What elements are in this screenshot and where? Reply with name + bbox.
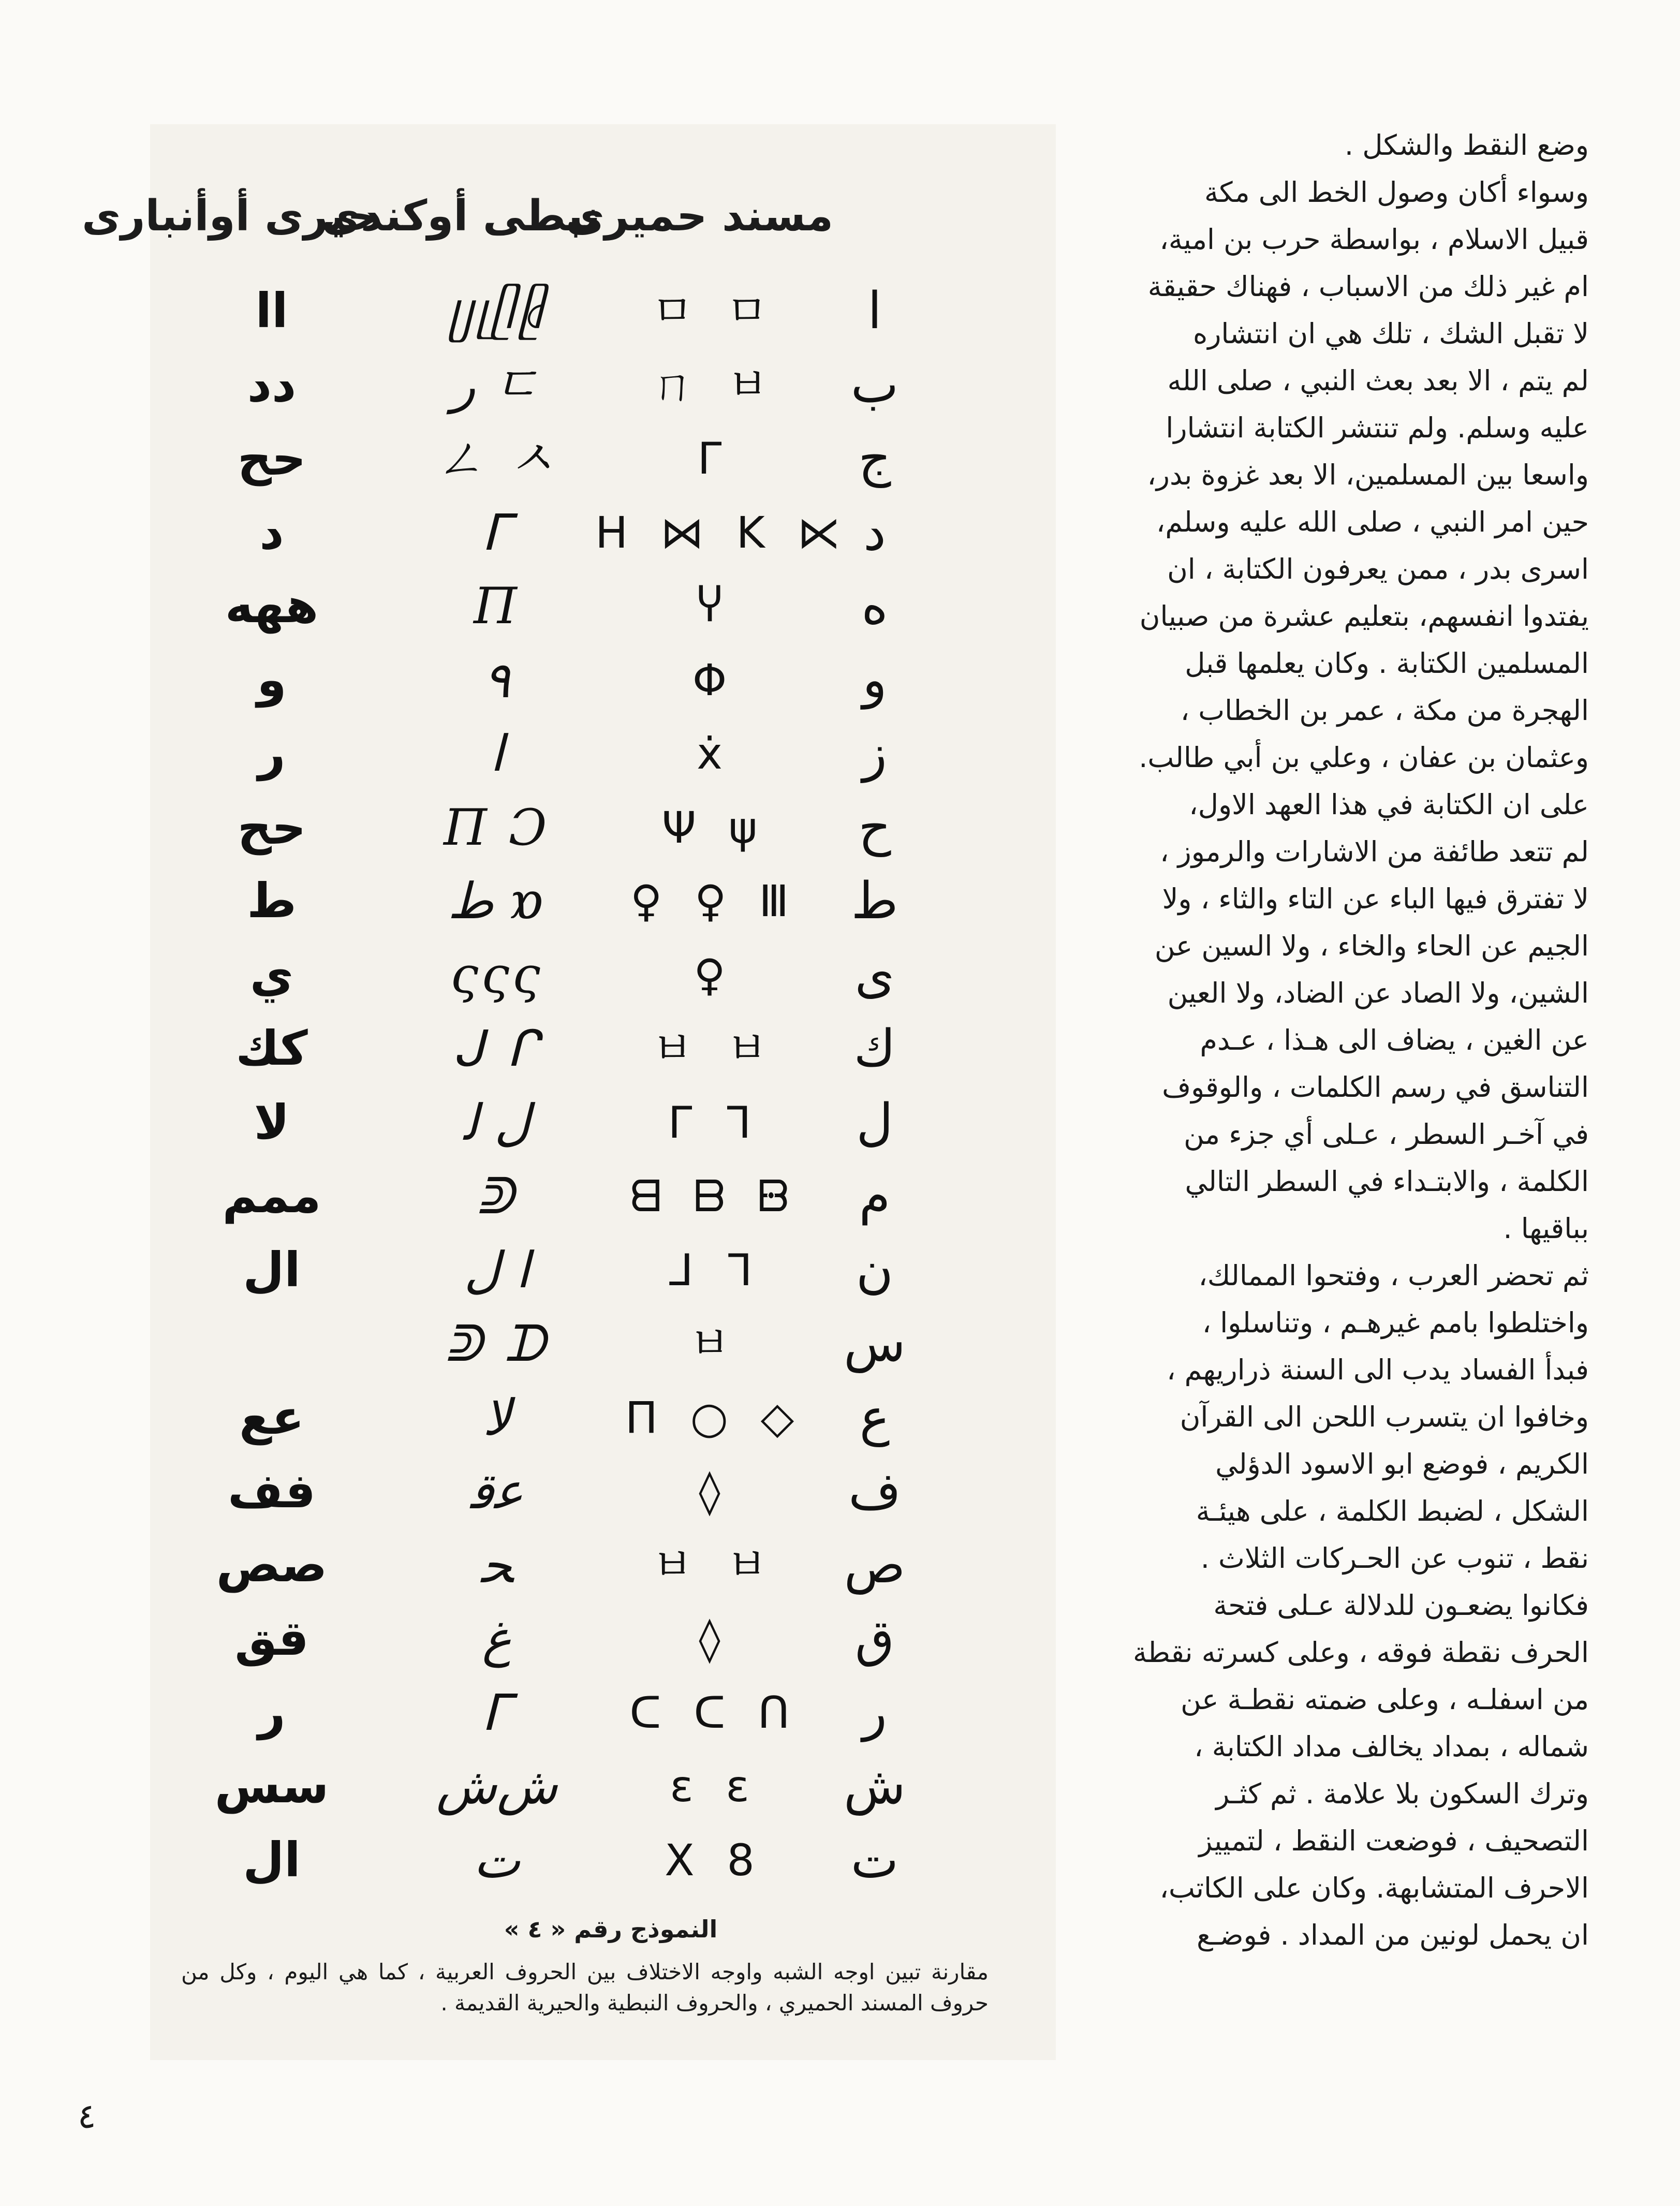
table-row — [150, 1086, 1056, 1160]
nabati-glyph: Π Ɔ — [444, 798, 550, 857]
hiri-glyph: ر — [258, 1684, 286, 1740]
arabic-letter: د — [863, 503, 886, 562]
hiri-glyph: لا — [254, 1094, 290, 1150]
nabati-glyph: Π — [474, 577, 520, 635]
body-text-line: الكلمة ، والابتـداء في السطر التالي — [1185, 1165, 1589, 1198]
hiri-glyph: سس — [214, 1758, 329, 1814]
nabati-glyph: ᕲ ᗪ — [445, 1315, 549, 1373]
body-text-line: وخافوا ان يتسرب اللحن الى القرآن — [1180, 1401, 1589, 1433]
table-row — [150, 348, 1056, 422]
table-row — [150, 1602, 1056, 1676]
hiri-glyph: و — [257, 652, 287, 708]
column-header-nabati: نبطى أوكندى — [321, 192, 600, 241]
body-text-line: وسواء أكان وصول الخط الى مكة — [1204, 176, 1589, 209]
body-text-line: نقط ، تنوب عن الحـركات الثلاث . — [1200, 1542, 1589, 1575]
arabic-letter: م — [859, 1167, 891, 1226]
body-text-line: لا تقبل الشك ، تلك هي ان انتشاره — [1193, 317, 1589, 350]
hiri-glyph: ال — [243, 1832, 301, 1888]
hiri-glyph: ال — [243, 1242, 301, 1298]
nabati-glyph: ﺵﺵ — [436, 1757, 558, 1815]
himyari-glyph: ᗺ ᗷ ᗹ — [630, 1171, 799, 1222]
nabati-glyph: ا ل — [464, 1241, 530, 1299]
arabic-letter: ش — [844, 1757, 906, 1816]
table-row — [150, 496, 1056, 570]
arabic-letter: ط — [851, 872, 898, 931]
nabati-glyph: ط ɒ — [447, 872, 547, 930]
hiri-glyph: دد — [247, 357, 297, 413]
arabic-letter: ز — [862, 724, 887, 783]
arabic-letter: ر — [862, 1683, 887, 1742]
himyari-glyph: ◊ — [699, 1613, 730, 1664]
table-row — [150, 1233, 1056, 1307]
body-text-line: يفتدوا انفسهم، بتعليم عشرة من صبيان — [1139, 600, 1589, 633]
arabic-letter: ت — [850, 1830, 899, 1890]
body-text-line: واختلطوا بامم غيرهـم ، وتناسلوا ، — [1202, 1306, 1589, 1339]
himyari-glyph: ㅂ ㅂ — [651, 1539, 777, 1591]
hiri-glyph — [160, 1307, 383, 1381]
body-text-line: وعثمان بن عفان ، وعلي بن أبي طالب. — [1139, 741, 1589, 774]
nabati-glyph: ςςς — [450, 946, 543, 1004]
arabic-letter: ق — [854, 1609, 895, 1668]
himyari-glyph: ♀ ♀ Ⅲ — [630, 876, 799, 926]
hiri-glyph: صص — [216, 1537, 328, 1593]
letter-comparison-table — [150, 274, 1056, 1897]
nabati-glyph: ﻍ — [482, 1610, 512, 1668]
table-row — [150, 1159, 1056, 1233]
table-row — [150, 1012, 1056, 1086]
himyari-glyph: ㅂ — [688, 1318, 740, 1369]
page-number: ٤ — [78, 2096, 96, 2136]
arabic-letter: ب — [850, 355, 899, 415]
body-text-line: من اسفلـه ، وعلى ضمته نقطـة عن — [1181, 1683, 1589, 1716]
table-row — [150, 643, 1056, 717]
body-text-line: في آخـر السطر ، عـلى أي جزء من — [1184, 1118, 1589, 1151]
body-text-line: واسعا بين المسلمين، الا بعد غزوة بدر، — [1147, 459, 1589, 491]
body-text-line: بباقيها . — [1503, 1212, 1589, 1245]
body-text-line: لم تتعد طائفة من الاشارات والرموز ، — [1160, 835, 1589, 868]
nabati-glyph: ﺭ ㄷ — [451, 356, 542, 414]
hiri-glyph: كك — [235, 1021, 308, 1076]
body-text-line: وترك السكون بلا علامة . ثم كثـر — [1216, 1777, 1589, 1810]
arabic-letter: ه — [861, 577, 888, 636]
hiri-glyph: ط — [247, 873, 297, 929]
arabic-letter: ح — [858, 798, 891, 857]
body-text-line: فكانوا يضعـون للدلالة عـلى فتحة — [1213, 1589, 1589, 1622]
table-row — [150, 569, 1056, 643]
body-text-line: الجيم عن الحاء والخاء ، ولا السين عن — [1154, 930, 1589, 962]
body-text-line: عليه وسلم. ولم تنتشر الكتابة انتشارا — [1166, 411, 1589, 444]
himyari-glyph: ㅁ ㅁ — [651, 286, 777, 336]
nabati-glyph: ᒥ — [481, 503, 512, 562]
body-text-line: اسرى بدر ، ممن يعرفون الكتابة ، ان — [1167, 553, 1589, 585]
himyari-glyph: ♀ — [694, 949, 735, 1001]
nabati-glyph: ﻝ ﻟ — [463, 1093, 530, 1152]
body-text-line: ام غير ذلك من الاسباب ، فهناك حقيقة — [1147, 270, 1589, 303]
arabic-letter: ج — [858, 429, 891, 488]
himyari-glyph: ㅂ ㅂ — [651, 1023, 777, 1074]
table-row — [150, 1307, 1056, 1381]
himyari-glyph: ẋ — [697, 728, 732, 779]
hiri-glyph: ممم — [222, 1168, 321, 1224]
himyari-glyph: ɛ ɛ — [670, 1761, 759, 1812]
arabic-letter: س — [844, 1314, 906, 1373]
himyari-glyph: H ⋈ K ⋉ — [595, 507, 850, 558]
nabati-glyph: ᒥ — [481, 1683, 512, 1742]
body-text-line: الاحرف المتشابهة. وكان على الكاتب، — [1159, 1872, 1589, 1904]
column-header-himyari: مسند حميرى — [565, 192, 833, 241]
arabic-letter: و — [862, 650, 887, 710]
hiri-glyph: د — [259, 504, 284, 560]
nabati-glyph: ا — [490, 725, 504, 783]
himyari-glyph: Ⴤ — [697, 581, 732, 631]
body-text-line: على ان الكتابة في هذا العهد الاول، — [1189, 788, 1589, 821]
body-text-line: لم يتم ، الا بعد بعث النبي ، صلى الله — [1167, 364, 1589, 397]
body-text-line: عن الغين ، يضاف الى هـذا ، عـدم — [1200, 1024, 1589, 1056]
column-header-hiri: حيرى أوأنبارى — [82, 192, 378, 241]
nabati-glyph: ﺕ — [473, 1831, 521, 1889]
nabati-glyph: ᕲ — [477, 1167, 517, 1225]
arabic-letter: ن — [856, 1240, 893, 1300]
hiri-glyph: عع — [239, 1389, 304, 1445]
body-text-line: الشين، ولا الصاد عن الضاد، ولا العين — [1167, 977, 1589, 1009]
body-text-line: وضع النقط والشكل . — [1344, 129, 1589, 161]
himyari-glyph: Π ○ ◇ — [625, 1392, 804, 1443]
arabic-letter: ل — [856, 1093, 893, 1152]
body-text-line: الحرف نقطة فوقه ، وعلى كسرته نقطة — [1132, 1636, 1589, 1669]
table-row — [150, 1528, 1056, 1602]
body-text-line: المسلمين الكتابة . وكان يعلمها قبل — [1185, 647, 1589, 680]
hiri-glyph: اا — [255, 283, 288, 339]
hiri-glyph: ي — [249, 947, 294, 1003]
body-text-column — [1108, 122, 1589, 1959]
himyari-glyph: ◊ — [699, 1466, 730, 1517]
body-text-line: ان يحمل لونين من المداد . فوضـع — [1197, 1919, 1589, 1951]
script-comparison-figure — [82, 124, 1056, 2060]
hiri-glyph: حح — [237, 431, 306, 486]
body-text-line: التصحيف ، فوضعت النقط ، لتمييز — [1199, 1825, 1589, 1857]
nabati-glyph: ᒍ ᒋ — [453, 1020, 541, 1078]
himyari-glyph: ᒥ — [697, 433, 731, 484]
table-row — [150, 938, 1056, 1012]
nabati-glyph: ٩ — [483, 651, 510, 709]
nabati-glyph: ㄥ ㅅ — [435, 430, 558, 488]
table-row — [150, 1823, 1056, 1898]
arabic-letter: ك — [853, 1019, 896, 1078]
himyari-glyph: Ψ ψ — [661, 802, 767, 853]
arabic-letter: ع — [859, 1388, 890, 1447]
himyari-glyph: ᑕ ᑕ ᑎ — [629, 1687, 799, 1738]
table-row — [150, 864, 1056, 938]
arabic-letter: ص — [844, 1535, 906, 1595]
hiri-glyph: ر — [258, 726, 286, 781]
himyari-glyph: ᒥ ᒣ — [668, 1097, 761, 1148]
nabati-glyph: ᥩᥨᥫᥪ — [448, 282, 546, 340]
arabic-letter: ف — [848, 1462, 901, 1521]
table-row — [150, 717, 1056, 791]
table-row — [150, 1381, 1056, 1455]
figure-title: النموذج رقم « ٤ » — [504, 1915, 718, 1943]
himyari-glyph: ᒧ ᒣ — [667, 1244, 762, 1296]
body-text-line: شماله ، بمداد يخالف مداد الكتابة ، — [1194, 1730, 1589, 1763]
body-text-line: الهجرة من مكة ، عمر بن الخطاب ، — [1180, 694, 1589, 727]
table-row — [150, 274, 1056, 348]
nabati-glyph: ﺤ — [481, 1536, 513, 1594]
himyari-glyph: ㄇ ㅂ — [651, 359, 778, 410]
hiri-glyph: فف — [228, 1463, 316, 1519]
body-text-line: قبيل الاسلام ، بواسطة حرب بن امية، — [1159, 223, 1589, 256]
hiri-glyph: قق — [234, 1611, 309, 1666]
arabic-letter: ى — [854, 945, 895, 1005]
body-text-line: ثم تحضر العرب ، وفتحوا الممالك، — [1198, 1259, 1589, 1292]
nabati-glyph: ﻻ — [482, 1388, 511, 1447]
table-row — [150, 1676, 1056, 1750]
nabati-glyph: ﻋﻗ — [470, 1462, 524, 1520]
table-row — [150, 1749, 1056, 1823]
himyari-glyph: X 8 — [665, 1834, 764, 1886]
arabic-letter: ا — [867, 282, 882, 341]
body-text-line: الكريم ، فوضع ابو الاسود الدؤلي — [1215, 1448, 1589, 1480]
body-text-line: حين امر النبي ، صلى الله عليه وسلم، — [1156, 506, 1589, 538]
body-text-line: الشكل ، لضبط الكلمة ، على هيئـة — [1196, 1495, 1589, 1527]
hiri-glyph: ههه — [225, 578, 319, 634]
himyari-glyph: Φ — [692, 654, 736, 705]
body-text-line: لا تفترق فيها الباء عن التاء والثاء ، ولا — [1162, 883, 1589, 915]
table-row — [150, 422, 1056, 496]
figure-caption: مقارنة تبين اوجه الشبه واوجه الاختلاف بين الحروف العربية ، كما هي اليوم ، وكل من حروف المسند الحميري ، والحروف النبطية والحيرية القديمة . — [181, 1959, 989, 2016]
body-text-line: التناسق في رسم الكلمات ، والوقوف — [1162, 1071, 1589, 1104]
hiri-glyph: حح — [237, 799, 306, 855]
table-row — [150, 791, 1056, 865]
table-row — [150, 1454, 1056, 1528]
body-text-line: فبدأ الفساد يدب الى السنة ذراريهم ، — [1167, 1354, 1589, 1386]
